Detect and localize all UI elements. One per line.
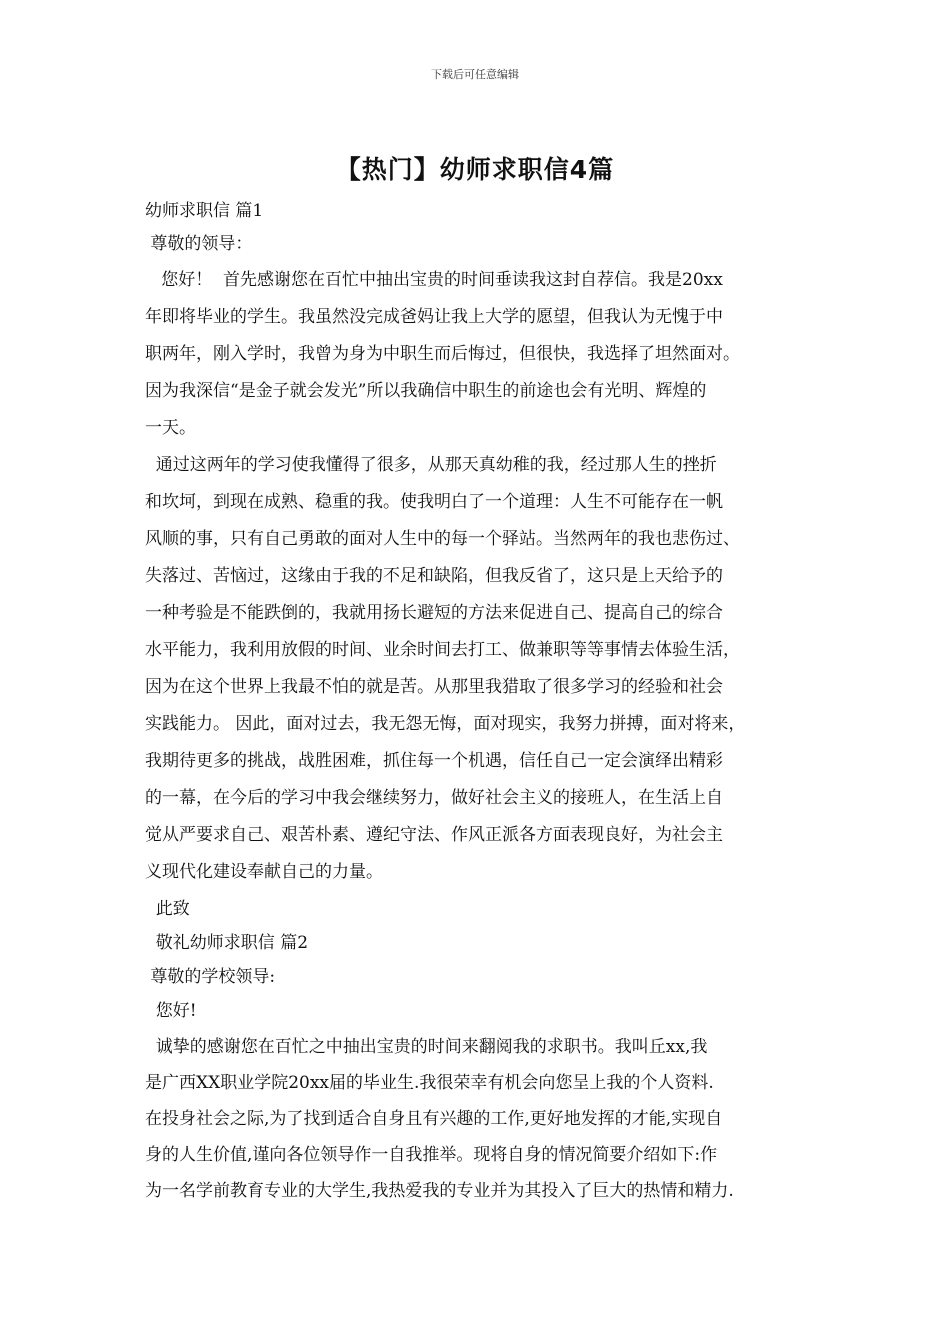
- text-line: 是广西XX职业学院20xx届的毕业生.我很荣幸有机会向您呈上我的个人资料.: [145, 1073, 714, 1093]
- text-line: 因为我深信“是金子就会发光”所以我确信中职生的前途也会有光明、辉煌的: [145, 381, 707, 401]
- header-note: 下载后可任意编辑: [431, 68, 519, 81]
- text-line: 尊敬的领导：: [145, 234, 253, 254]
- text-line: 诚挚的感谢您在百忙之中抽出宝贵的时间来翻阅我的求职书。我叫丘xx,我: [145, 1037, 708, 1057]
- text-line: 在投身社会之际,为了找到适合自身且有兴趣的工作,更好地发挥的才能,实现自: [145, 1109, 723, 1129]
- text-line: 一种考验是不能跌倒的，我就用扬长避短的方法来促进自己、提高自己的综合: [145, 603, 723, 623]
- text-line: 和坎坷，到现在成熟、稳重的我。使我明白了一个道理：人生不可能存在一帆: [145, 492, 723, 512]
- text-line: 为一名学前教育专业的大学生,我热爱我的专业并为其投入了巨大的热情和精力.: [145, 1181, 734, 1201]
- text-line: 职两年，刚入学时，我曾为身为中职生而后悔过，但很快，我选择了坦然面对。: [145, 344, 740, 364]
- text-line: 此致: [145, 899, 190, 919]
- text-line: 风顺的事，只有自己勇敢的面对人生中的每一个驿站。当然两年的我也悲伤过、: [145, 529, 740, 549]
- text-line: 实践能力。 因此，面对过去，我无怨无悔，面对现实，我努力拼搏，面对将来，: [145, 714, 746, 734]
- text-line: 失落过、苦恼过，这缘由于我的不足和缺陷，但我反省了，这只是上天给予的: [145, 566, 723, 586]
- text-line: 敬礼幼师求职信 篇2: [145, 933, 309, 953]
- text-line: 身的人生价值,谨向各位领导作一自我推举。现将自身的情况简要介绍如下:作: [145, 1145, 718, 1165]
- text-line: 幼师求职信 篇1: [145, 201, 264, 221]
- text-line: 义现代化建设奉献自己的力量。: [145, 862, 383, 882]
- text-line: 一天。: [145, 418, 196, 438]
- text-line: 觉从严要求自己、艰苦朴素、遵纪守法、作风正派各方面表现良好，为社会主: [145, 825, 723, 845]
- text-line: 我期待更多的挑战，战胜困难，抓住每一个机遇，信任自己一定会演绎出精彩: [145, 751, 723, 771]
- text-line: 通过这两年的学习使我懂得了很多，从那天真幼稚的我，经过那人生的挫折: [145, 455, 717, 475]
- text-line: 水平能力，我利用放假的时间、业余时间去打工、做兼职等等事情去体验生活，: [145, 640, 740, 660]
- text-line: 因为在这个世界上我最不怕的就是苦。从那里我猎取了很多学习的经验和社会: [145, 677, 723, 697]
- text-line: 您好！ 首先感谢您在百忙中抽出宝贵的时间垂读我这封自荐信。我是20xx: [145, 270, 723, 290]
- document-title: 【热门】幼师求职信4篇: [335, 155, 615, 184]
- text-line: 年即将毕业的学生。我虽然没完成爸妈让我上大学的愿望，但我认为无愧于中: [145, 307, 723, 327]
- text-line: 您好!: [145, 1001, 197, 1021]
- text-line: 的一幕，在今后的学习中我会继续努力，做好社会主义的接班人，在生活上自: [145, 788, 723, 808]
- text-line: 尊敬的学校领导:: [145, 967, 276, 987]
